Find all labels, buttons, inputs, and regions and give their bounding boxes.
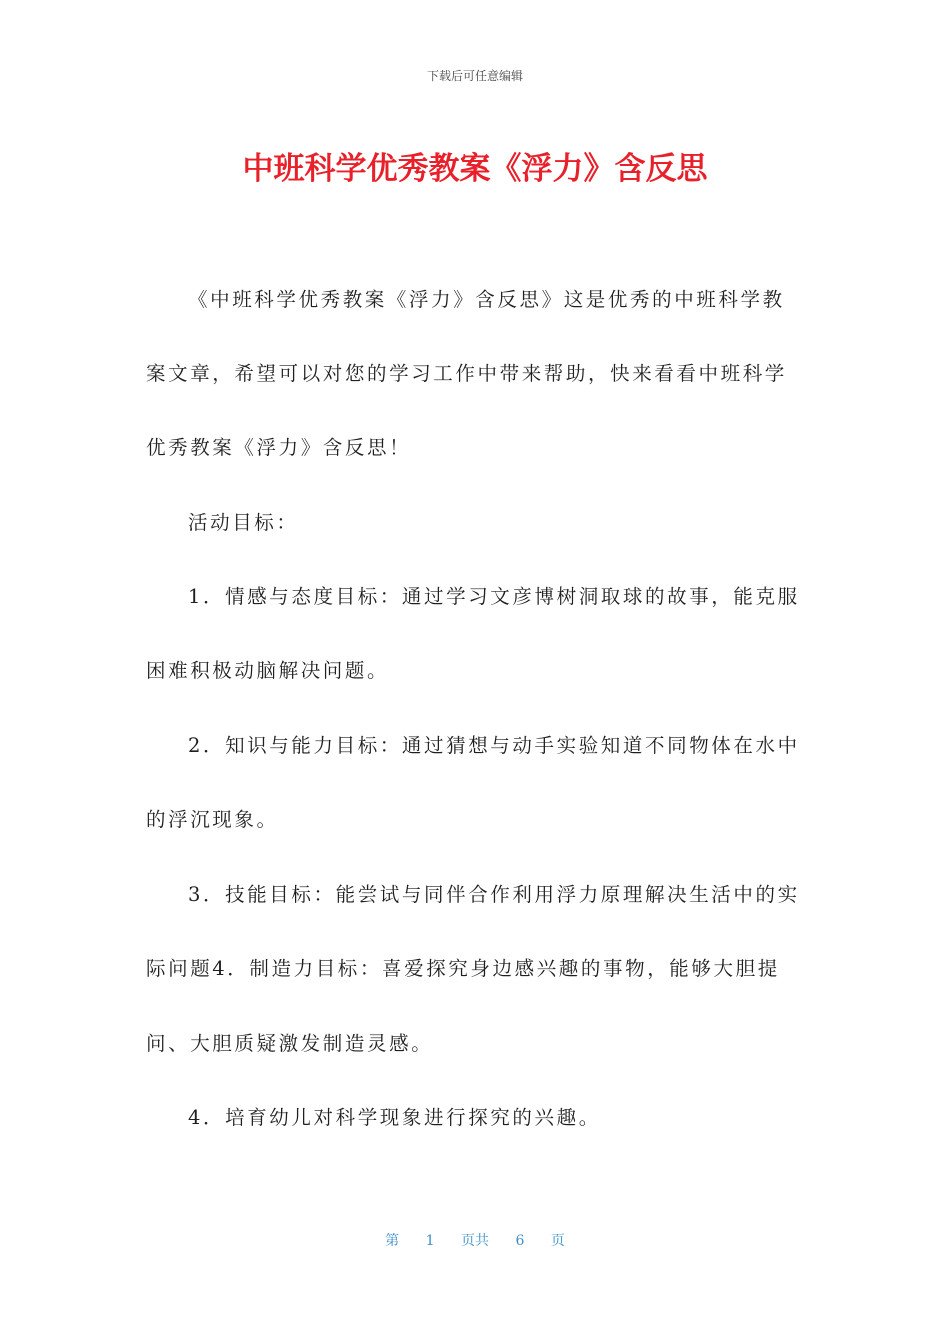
paragraph-line: 困难积极动脑解决问题。 <box>146 659 390 682</box>
footer-total-pages: 6 <box>515 1233 525 1249</box>
footer-prefix: 第 <box>385 1233 400 1249</box>
document-title: 中班科学优秀教案《浮力》含反思 <box>242 151 708 187</box>
page-footer <box>0 1230 950 1250</box>
paragraph-line: 优秀教案《浮力》含反思！ <box>146 436 412 459</box>
footer-suffix: 页 <box>550 1233 565 1249</box>
footer-middle: 页共 <box>461 1233 489 1249</box>
paragraph-line: 问、大胆质疑激发制造灵感。 <box>146 1032 434 1055</box>
paragraph-line: 2．知识与能力目标：通过猜想与动手实验知道不同物体在水中 <box>188 734 800 757</box>
paragraph-line: 的浮沉现象。 <box>146 808 279 831</box>
paragraph-line: 际问题4．制造力目标：喜爱探究身边感兴趣的事物，能够大胆提 <box>146 957 780 980</box>
paragraph-line: 3．技能目标：能尝试与同伴合作利用浮力原理解决生活中的实 <box>188 883 800 906</box>
paragraph-line: 4．培育幼儿对科学现象进行探究的兴趣。 <box>188 1106 601 1129</box>
paragraph-line: 案文章，希望可以对您的学习工作中带来帮助，快来看看中班科学 <box>146 362 787 385</box>
paragraph-line: 1．情感与态度目标：通过学习文彦博树洞取球的故事，能克服 <box>188 585 800 608</box>
paragraph-line: 《中班科学优秀教案《浮力》含反思》这是优秀的中班科学教 <box>188 288 785 311</box>
section-heading: 活动目标： <box>188 511 299 534</box>
footer-page-number: 1 <box>425 1233 435 1249</box>
header-note: 下载后可任意编辑 <box>426 69 523 83</box>
